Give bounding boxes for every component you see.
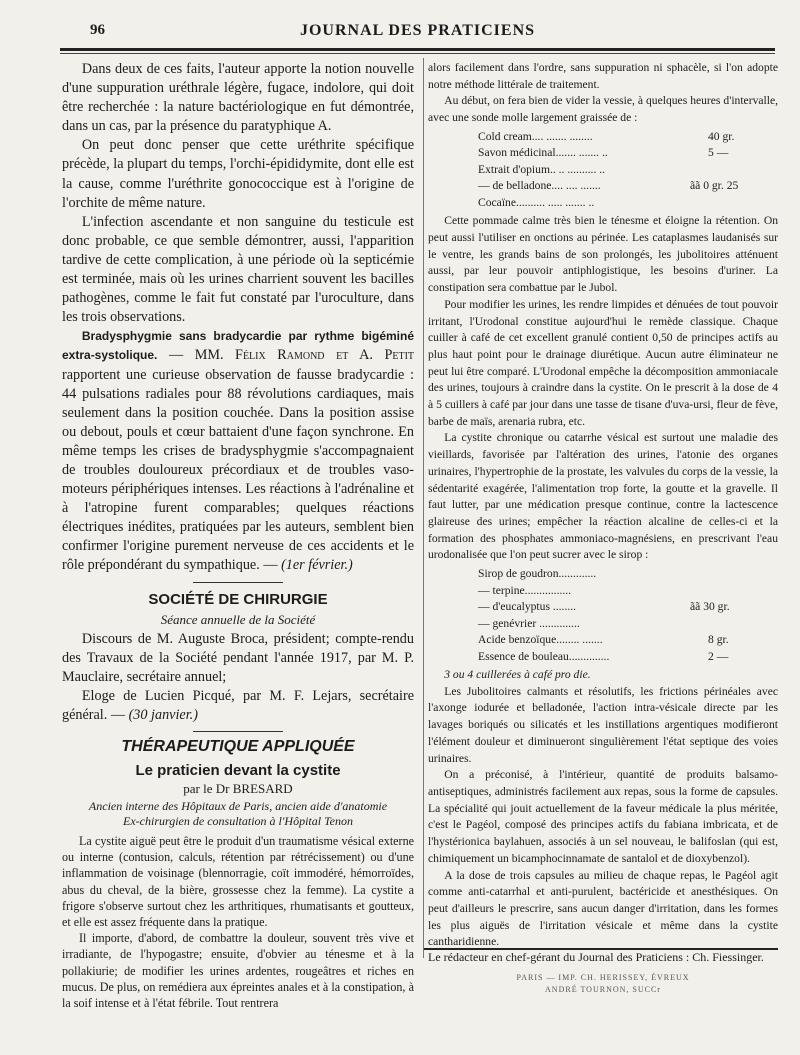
printer-imprint xyxy=(428,972,778,996)
section-divider xyxy=(193,731,283,732)
article-title: Le praticien devant la cystite xyxy=(135,762,341,779)
formula-row: Cocaïne.......... ..... ....... .. xyxy=(478,195,595,209)
brady-authors: — MM. Félix Ramond et A. Petit xyxy=(168,347,415,364)
formula-row: Cold cream.... ....... ........ 40 gr. xyxy=(478,129,735,143)
paragraph: On peut donc penser que cette uréthrite spécifique précède, la plupart du temps, l'orchi-épididymite, dont elle est la cause, comme l'uréthrite gonococcique est à l'origine de l'orchite de même nature. xyxy=(62,137,414,211)
paragraph: Il importe, d'abord, de combattre la douleur, souvent très vive et irradiante, de l'hypogastre; ensuite, d'obvier au ténesme et à la pollakiurie; de modifier les urines ardentes, rougeâtres et riches en mucus. De plus, on remédiera aux épreintes anales et à la constipation, à la soif intense et à l'état fébrile. Tout rentrera xyxy=(62,931,414,1011)
left-column xyxy=(62,60,414,1011)
formula-row: — terpine................ xyxy=(478,583,572,597)
eloge-text: Eloge de Lucien Picqué, par M. F. Lejars, secrétaire général. — xyxy=(62,687,414,723)
formula-row: Savon médicinal....... ....... .. 5 — xyxy=(478,146,729,160)
paragraph: A la dose de trois capsules au milieu de chaque repas, le Pagéol agit comme anti-catarrhal et anti-purulent, bactéricide et anesthésiques. On peut d'ailleurs le prescrire, sans aucun danger d'irritation, dans les formes les plus aiguës de l'irritation vésicale et même dans la cystite cantharidienne. xyxy=(428,868,778,949)
brady-paragraph xyxy=(62,327,414,575)
column-divider xyxy=(423,58,424,958)
paragraph: Dans deux de ces faits, l'auteur apporte la notion nouvelle d'une suppuration uréthrale légère, fugace, indolore, qui doit être recherchée : la nature bactériologique en fut démontrée, dans un cas, par la présence du paratyphique A. xyxy=(62,61,414,135)
seance-subtitle: Séance annuelle de la Société xyxy=(160,611,316,627)
formula-row: Acide benzoïque........ ....... 8 gr. xyxy=(478,633,729,647)
page-header xyxy=(60,22,775,44)
printer-line: ANDRÉ TOURNON, SUCCr xyxy=(545,985,661,994)
formula-sirop xyxy=(478,566,778,665)
right-column xyxy=(428,60,778,951)
formula-row: — de belladone.... .... ....... ãã 0 gr. 25 xyxy=(478,179,739,193)
affiliation-line: Ex-chirurgien de consultation à l'Hôpital Tenon xyxy=(123,814,353,828)
brady-text: rapportent une curieuse observation de fausse bradycardie : 44 pulsations radiales pour 88 révolutions cardiaques, mais seulement dans la position couchée. Dans la position assise ou debout, pouls et cœur battaient d'une façon synchrone. En même temps les crises de bradysphygmie s'accompagnaient de troubles douloureux précordiaux et de troubles vaso-moteurs périphériques intenses. Les réactions à l'adrénaline et à l'atropine furent comparables; quelques réactions électriques inédites, pratiquées par les auteurs, semblent bien confirmer l'origine purement nerveuse de ces accidents et le rôle prépondérant du sympathique. — xyxy=(62,366,414,574)
header-rule xyxy=(60,48,775,51)
eloge-date: (30 janvier.) xyxy=(128,706,198,723)
editor-line: Le rédacteur en chef-gérant du Journal des Praticiens : Ch. Fiessinger. xyxy=(428,950,764,964)
paragraph: Au début, on fera bien de vider la vessie, à quelques heures d'intervalle, avec une sonde molle largement graissée de : xyxy=(428,94,778,125)
discours-paragraph: Discours de M. Auguste Broca, président; compte-rendu des Travaux de la Société pendant l'année 1917, par M. P. Mauclaire, secrétaire annuel; xyxy=(62,630,414,685)
paragraph: Les Jubolitoires calmants et résolutifs, les frictions périnéales avec l'axonge iodurée et belladonée, l'action intra-vésicale directe par les lavages boriqués ou silicatés et les instillations argentiques modifieront l'élément douleur et diminueront singulièrement l'état septique des voies urinaires. xyxy=(428,684,778,765)
formula-row: Essence de bouleau.............. 2 — xyxy=(478,649,729,663)
paragraph: Pour modifier les urines, les rendre limpides et dénuées de tout pouvoir irritant, l'Urodonal constitue aujourd'hui le remède classique. Chaque cuiller à café de cet excellent granulé contient 0,50 de principes actifs au plus haut point pour le drainage diurétique. Aucun autre éliminateur ne peut lui être comparé. L'Urodonal empêche la décomposition ammoniacale des urines, toujours à craindre dans la cystite. On le prescrit à la dose de 4 à 5 cuillers à café par jour dans une tasse de tisane d'uva-ursi, fleur de fève, barbe de maïs, arenaria rubra, etc. xyxy=(428,297,778,428)
brady-date: (1er février.) xyxy=(281,557,353,574)
section-divider xyxy=(193,582,283,583)
header-rule-thin xyxy=(60,53,775,54)
formula-row: Sirop de goudron............. xyxy=(478,567,597,581)
formula-row: Extrait d'opium.. .. .......... .. xyxy=(478,162,606,176)
paragraph: Cette pommade calme très bien le ténesme et éloigne la rétention. On peut aussi l'utiliser en onctions au périnée. Les cataplasmes laudanisés sur le ventre, les grands bains de son prolongés, les jubolitoires atténuent aussi, par leur pouvoir antiphlogistique, les besoins d'uriner. La constipation sera combattue par le Jubol. xyxy=(428,214,778,295)
author-affiliation xyxy=(62,799,414,829)
formula-row: — d'eucalyptus ........ ãã 30 gr. xyxy=(478,600,730,614)
eloge-paragraph xyxy=(62,687,414,725)
section-title-therapeutique: THÉRAPEUTIQUE APPLIQUÉE xyxy=(121,738,355,755)
affiliation-line: Ancien interne des Hôpitaux de Paris, ancien aide d'anatomie xyxy=(88,799,388,813)
formula-pommade xyxy=(478,129,778,212)
dose-line: 3 ou 4 cuillerées à café pro die. xyxy=(444,668,591,682)
formula-row: — genévrier .............. xyxy=(478,616,580,630)
paragraph: L'infection ascendante et non sanguine du testicule est donc probable, ce que semble démontrer, aussi, l'apparition tardive de cette complication, à une période où la septicémie est terminée, mais où les urines charrient souvent les bacilles pathogènes, comme le fait fut constaté par l'uroculture, dans les trois observations. xyxy=(62,213,414,326)
printer-line: PARIS — IMP. CH. HERISSEY, ÉVREUX xyxy=(516,973,690,982)
journal-title: JOURNAL DES PRATICIENS xyxy=(299,22,536,39)
page-number: 96 xyxy=(90,22,105,38)
paragraph: alors facilement dans l'ordre, sans suppuration ni sphacèle, si l'on adopte notre méthode littérale de traitement. xyxy=(428,61,778,91)
societe-title: SOCIÉTÉ DE CHIRURGIE xyxy=(148,590,328,608)
article-byline: par le Dr BRESARD xyxy=(183,781,293,796)
brady-title: Bradysphygmie sans bradycardie par rythme bigéminé extra-systolique. xyxy=(62,329,414,363)
paragraph: On a préconisé, à l'intérieur, quantité de produits balsamo-antiseptiques, administrés facilement aux repas, sous la forme de capsules. La spécialité qui jouit actuellement de la faveur médicale la plus méritée, c'est le Pagéol, composé des principes actifs du fabiana imbricata, et de l'hystérionica baylahuen, associés à un sel nouveau, le balifoslan (qui est, chimiquement un bicamphocinnamate de santalol et de dioxybenzol). xyxy=(428,768,778,865)
paragraph: La cystite aiguë peut être le produit d'un traumatisme vésical externe ou interne (contusion, calculs, rétention par rétrécissement) ou d'une inflammation de voisinage (blennorragie, coït immodéré, hémorroïdes, abus du cheval, de la bière, grossesse chez la femme). La cystite a frigore s'observe surtout chez les arthritiques, rhumatisants et goutteux, et elle est assez fréquente dans la pratique. xyxy=(62,834,414,930)
paragraph: La cystite chronique ou catarrhe vésical est surtout une maladie des vieillards, favorisée par l'altération des urines, l'atonie des organes urinaires, l'hypertrophie de la prostate, les valvules du corps de la vessie, la sédentarité exagérée, l'alimentation trop forte, la goutte et la gravelle. Il faut lutter, par une médication presque continue, contre la lactescence glaireuse des urines; empêcher la réaction alcaline de celles-ci et la formation des phosphates ammoniaco-magnésiens, en prescrivant l'eau urodonalisée que l'on peut sucrer avec le sirop : xyxy=(428,431,778,562)
